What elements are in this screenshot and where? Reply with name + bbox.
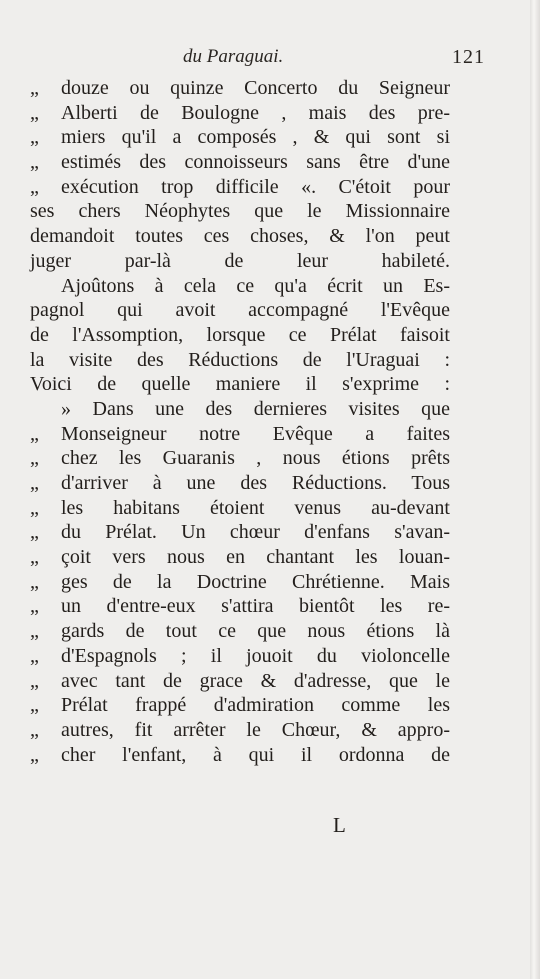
line-text: Alberti de Boulogne , mais des pre- [61, 101, 450, 124]
text-line [30, 150, 450, 175]
quote-mark: „ [30, 77, 39, 99]
quote-mark: „ [30, 694, 39, 717]
text-line [30, 298, 450, 323]
text-line [30, 224, 450, 249]
text-line [30, 471, 450, 496]
line-text: ges de la Doctrine Chrétienne. Mais [61, 570, 450, 593]
text-line [30, 76, 450, 101]
quote-mark: „ [30, 101, 39, 124]
line-text: miers qu'il a composés , & qui sont si [61, 126, 450, 149]
text-line [30, 669, 450, 694]
text-line [30, 348, 450, 373]
quote-mark: „ [30, 718, 39, 741]
line-text: d'arriver à une des Réductions. Tous [61, 472, 450, 494]
quote-mark: „ [30, 546, 39, 569]
page-edge [530, 0, 540, 979]
catchword: L [333, 813, 346, 837]
text-line [30, 422, 450, 447]
line-text: un d'entre-eux s'attira bientôt les re- [61, 595, 450, 618]
text-line [30, 274, 450, 299]
quote-mark: „ [30, 496, 39, 519]
quote-mark: „ [30, 595, 39, 618]
line-text: » Dans une des dernieres visites que [61, 397, 450, 420]
line-text: exécution trop difficile «. C'étoit pour [61, 175, 450, 198]
line-text: cher l'enfant, à qui il ordonna de [61, 743, 450, 766]
running-head [0, 46, 540, 76]
quote-mark: „ [30, 422, 39, 445]
text-line [30, 570, 450, 595]
text-line [30, 323, 450, 348]
text-line [30, 101, 450, 126]
text-line [30, 199, 450, 224]
line-text: la visite des Réductions de l'Uraguai : [30, 348, 450, 371]
line-text: Monseigneur notre Evêque a faites [61, 422, 450, 445]
text-line [30, 545, 450, 570]
running-head-title: du Paraguai. [183, 46, 284, 67]
line-text: Prélat frappé d'admiration comme les [61, 694, 450, 717]
quote-mark: „ [30, 620, 39, 643]
text-line [30, 125, 450, 150]
line-text: avec tant de grace & d'adresse, que le [61, 669, 450, 692]
text-line [30, 594, 450, 619]
text-line [30, 718, 450, 743]
quote-mark: „ [30, 644, 39, 667]
line-text: les habitans étoient venus au-devant [61, 496, 450, 519]
line-text: gards de tout ce que nous étions là [61, 620, 450, 643]
line-text: Ajoûtons à cela ce qu'a écrit un Es- [61, 274, 450, 297]
text-line [30, 446, 450, 471]
text-line [30, 496, 450, 521]
text-line [30, 397, 450, 422]
text-line [30, 644, 450, 669]
quote-mark: „ [30, 447, 39, 470]
text-line [30, 372, 450, 397]
line-text: ses chers Néophytes que le Missionnaire [30, 200, 450, 223]
line-text: pagnol qui avoit accompagné l'Evêque [30, 299, 450, 322]
text-line [30, 619, 450, 644]
line-text: d'Espagnols ; il jouoit du violoncelle [61, 644, 450, 667]
text-line [30, 693, 450, 718]
line-text: de l'Assomption, lorsque ce Prélat faisoit [30, 323, 450, 346]
line-text: douze ou quinze Concerto du Seigneur [61, 77, 450, 99]
quote-mark: „ [30, 126, 39, 149]
quote-mark: „ [30, 669, 39, 692]
text-line [30, 520, 450, 545]
line-text: demandoit toutes ces choses, & l'on peut [30, 225, 450, 248]
page-number: 121 [452, 46, 485, 68]
text-line [30, 249, 450, 274]
quote-mark: „ [30, 521, 39, 544]
quote-mark: „ [30, 151, 39, 174]
line-text: çoit vers nous en chantant les louan- [61, 546, 450, 569]
line-text: estimés des connoisseurs sans être d'une [61, 151, 450, 174]
text-line [30, 743, 450, 768]
line-text: du Prélat. Un chœur d'enfans s'avan- [61, 521, 450, 544]
body-text [30, 76, 450, 767]
quote-mark: „ [30, 472, 39, 494]
line-text: Voici de quelle maniere il s'exprime : [30, 373, 450, 396]
line-text: chez les Guaranis , nous étions prêts [61, 447, 450, 470]
quote-mark: „ [30, 175, 39, 198]
quote-mark: „ [30, 570, 39, 593]
quote-mark: „ [30, 743, 39, 766]
line-text: juger par-là de leur habileté. [30, 249, 450, 272]
line-text: autres, fit arrêter le Chœur, & appro- [61, 718, 450, 741]
text-line [30, 175, 450, 200]
